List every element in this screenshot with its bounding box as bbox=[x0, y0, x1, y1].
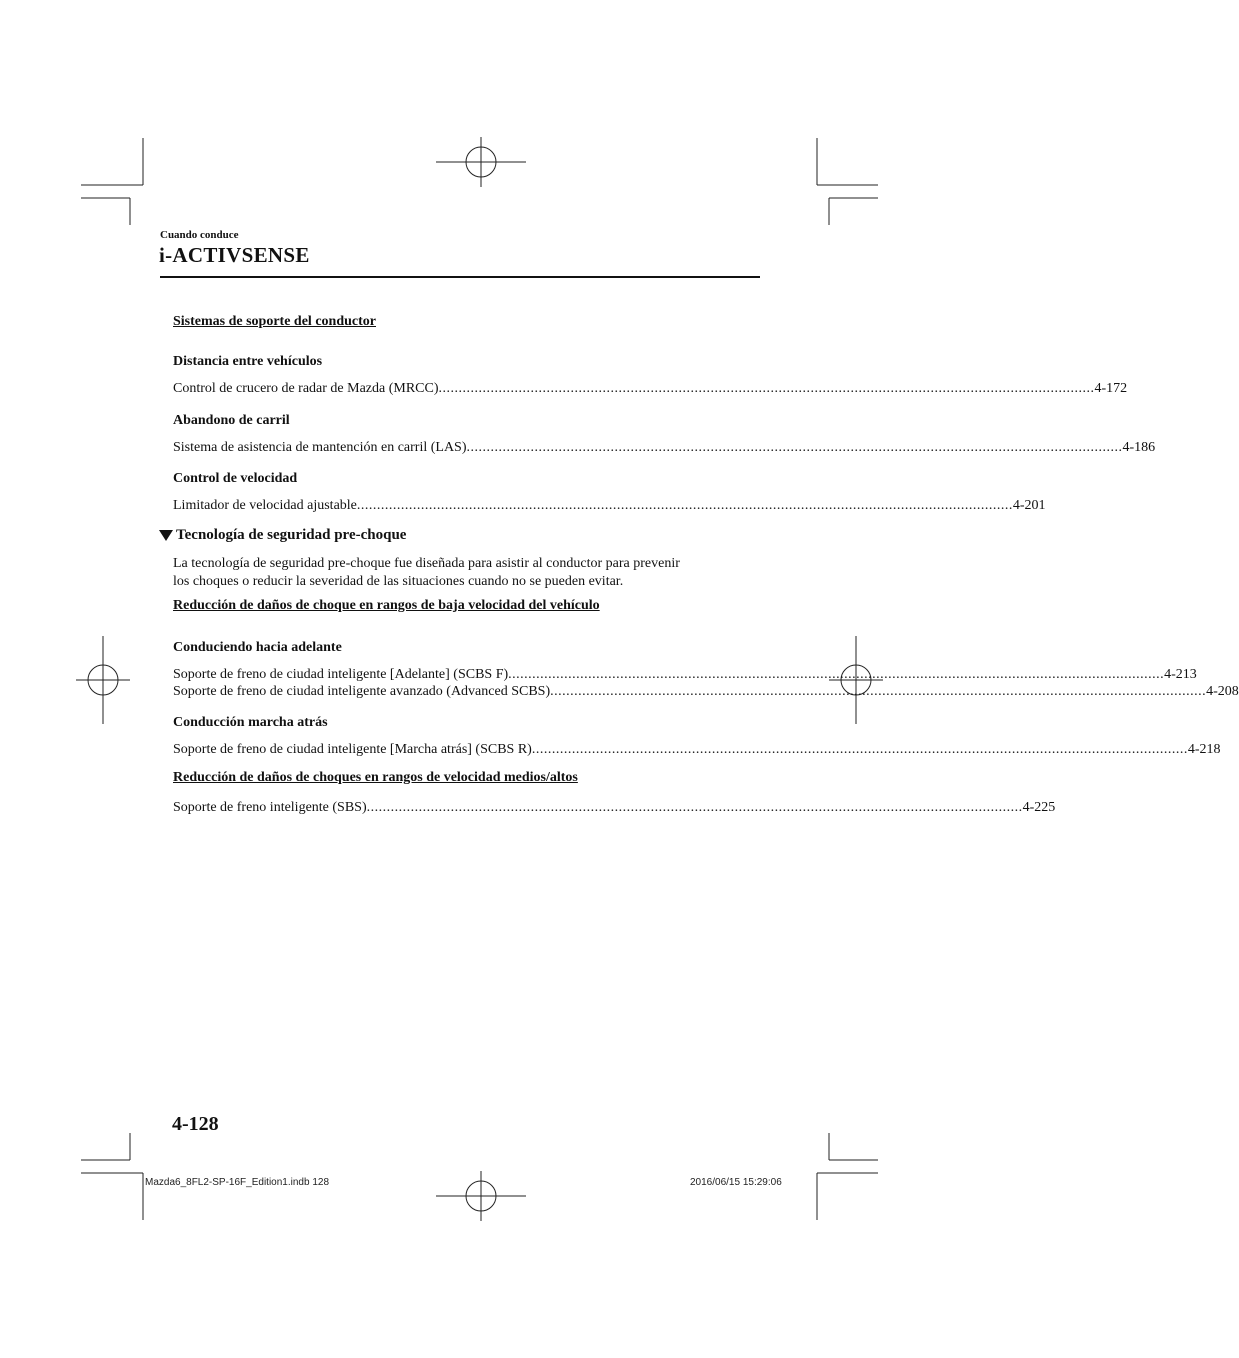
toc-entry-scbs-r[interactable] bbox=[173, 742, 1221, 758]
toc-entry-sbs[interactable] bbox=[173, 800, 1056, 816]
toc-entry-text: Soporte de freno inteligente (SBS) bbox=[173, 800, 367, 815]
toc-leader-dots: .................................................................................................................................................................... bbox=[466, 440, 1123, 455]
triangle-bullet-icon bbox=[159, 530, 173, 541]
toc-entry-page: 4-213 bbox=[1164, 667, 1197, 682]
toc-entry-text: Soporte de freno de ciudad inteligente avanzado (Advanced SCBS) bbox=[173, 684, 551, 699]
low-speed-heading: Reducción de daños de choque en rangos de baja velocidad del vehículo bbox=[173, 598, 600, 613]
toc-entry-page: 4-218 bbox=[1187, 742, 1221, 757]
pre-crash-heading-text: Tecnología de seguridad pre-choque bbox=[176, 527, 407, 543]
group-title-forward: Conduciendo hacia adelante bbox=[173, 640, 342, 655]
toc-leader-dots: .................................................................................................................................................................... bbox=[356, 498, 1013, 513]
toc-entry-mrcc[interactable] bbox=[173, 381, 1128, 397]
toc-entry-asl[interactable] bbox=[173, 498, 1046, 514]
toc-entry-text: Soporte de freno de ciudad inteligente [Marcha atrás] (SCBS R) bbox=[173, 742, 532, 757]
intro-line-2: los choques o reducir la severidad de las situaciones cuando no se pueden evitar. bbox=[173, 574, 624, 589]
toc-entry-page: 4-201 bbox=[1012, 498, 1046, 513]
group-title-speed: Control de velocidad bbox=[173, 471, 298, 486]
toc-leader-dots: .................................................................................................................................................................... bbox=[531, 742, 1188, 757]
toc-entry-text: Limitador de velocidad ajustable bbox=[173, 498, 357, 513]
print-footer-timestamp: 2016/06/15 15:29:06 bbox=[690, 1177, 782, 1188]
intro-line-1: La tecnología de seguridad pre-choque fue diseñada para asistir al conductor para prevenir bbox=[173, 556, 680, 571]
group-title-reverse: Conducción marcha atrás bbox=[173, 715, 328, 730]
toc-leader-dots: .................................................................................................................................................................... bbox=[550, 684, 1207, 699]
mid-high-speed-heading: Reducción de daños de choques en rangos de velocidad medios/altos bbox=[173, 770, 578, 785]
pre-crash-heading bbox=[159, 527, 406, 544]
toc-leader-dots: .................................................................................................................................................................... bbox=[438, 381, 1095, 396]
toc-entry-text: Sistema de asistencia de mantención en carril (LAS) bbox=[173, 440, 467, 455]
toc-entry-text: Control de crucero de radar de Mazda (MRCC) bbox=[173, 381, 439, 396]
group-title-lane: Abandono de carril bbox=[173, 413, 290, 428]
print-footer-file: Mazda6_8FL2-SP-16F_Edition1.indb 128 bbox=[145, 1177, 330, 1188]
toc-entry-las[interactable] bbox=[173, 440, 1156, 456]
pre-crash-intro bbox=[173, 555, 763, 591]
toc-leader-dots: .................................................................................................................................................................... bbox=[508, 667, 1165, 682]
toc-entry-page: 4-225 bbox=[1022, 800, 1056, 815]
chapter-title: i-ACTIVSENSE bbox=[159, 243, 310, 267]
toc-entry-advanced-scbs[interactable] bbox=[173, 684, 1239, 700]
toc-entry-text: Soporte de freno de ciudad inteligente [Adelante] (SCBS F) bbox=[173, 667, 509, 682]
title-rule bbox=[160, 276, 760, 278]
page-number: 4-128 bbox=[172, 1113, 219, 1135]
toc-entry-page: 4-172 bbox=[1094, 381, 1128, 396]
toc-entry-page: 4-208 bbox=[1206, 684, 1239, 699]
toc-entry-page: 4-186 bbox=[1122, 440, 1156, 455]
group-title-distance: Distancia entre vehículos bbox=[173, 354, 323, 369]
section-label: Cuando conduce bbox=[160, 229, 239, 241]
toc-entry-scbs-f[interactable] bbox=[173, 667, 1197, 683]
toc-leader-dots: .................................................................................................................................................................... bbox=[366, 800, 1023, 815]
driver-support-heading: Sistemas de soporte del conductor bbox=[173, 314, 376, 329]
